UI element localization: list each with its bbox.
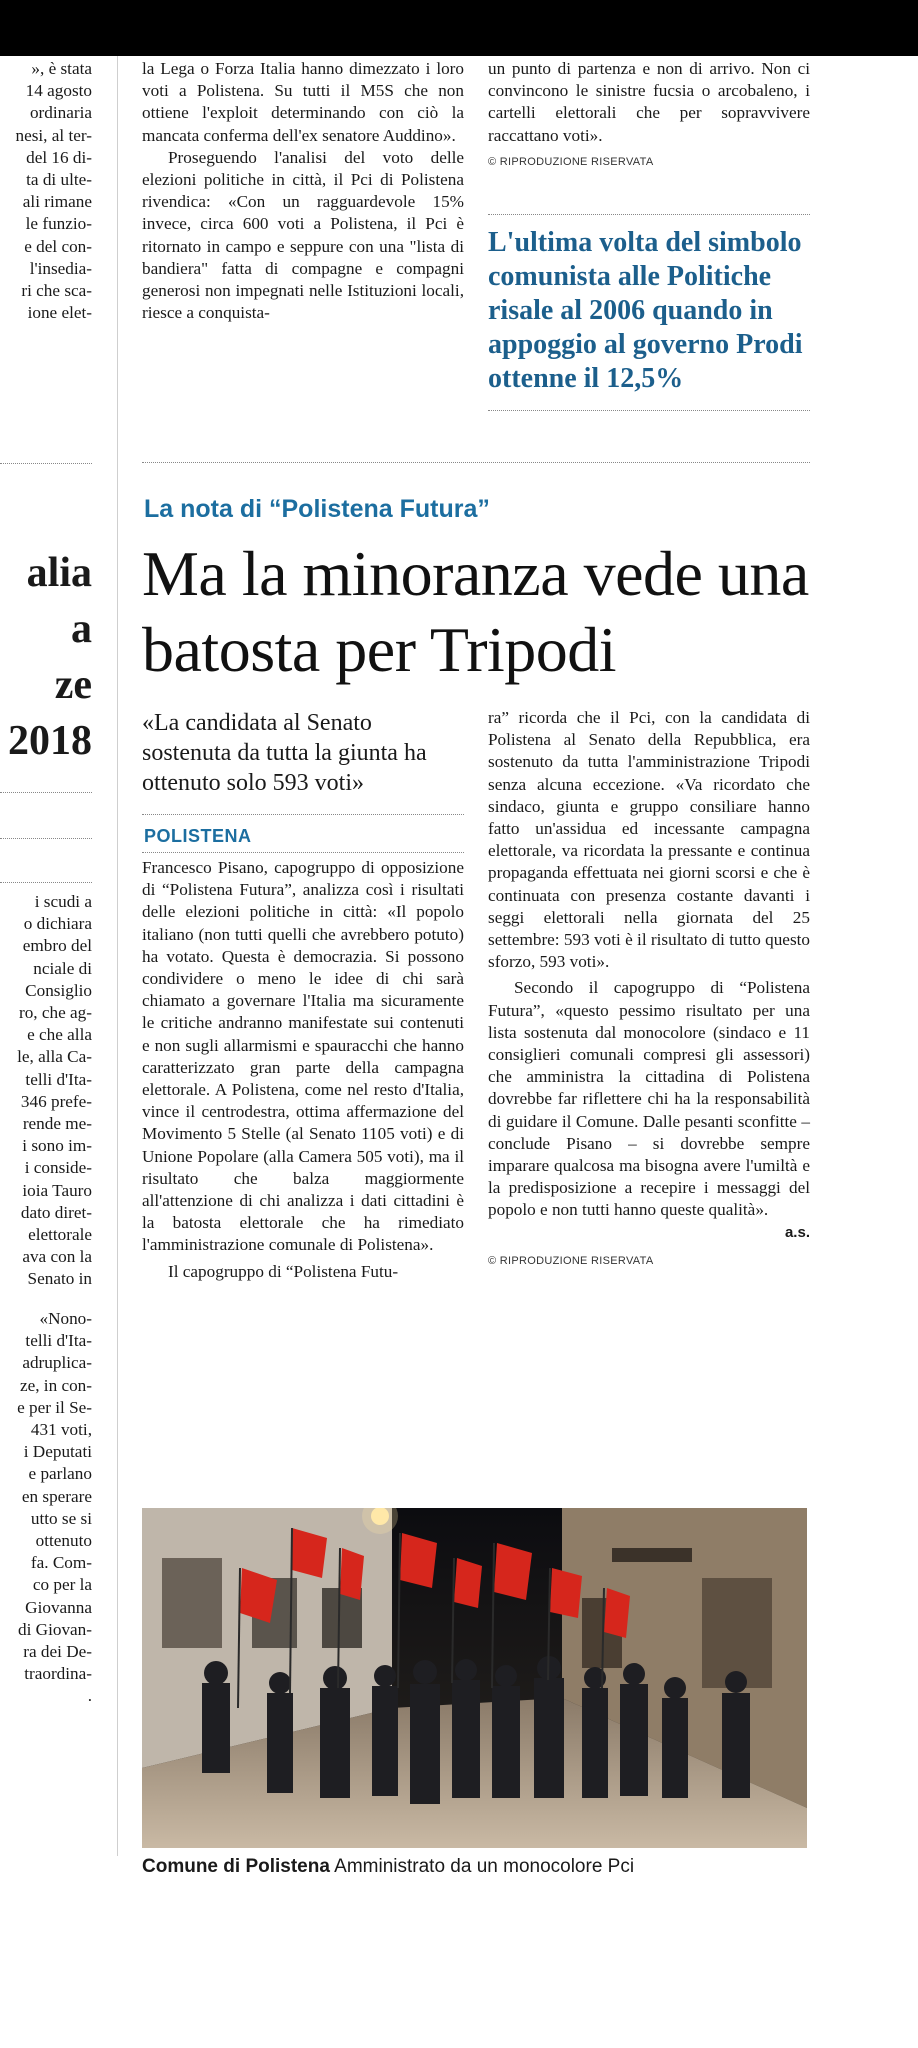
fragment-line: i sono im- bbox=[22, 1136, 92, 1156]
fragment-line: ali rimane bbox=[22, 192, 92, 212]
fragment-line: a bbox=[71, 606, 92, 652]
fragment-line: 346 prefe- bbox=[20, 1091, 92, 1111]
fragment-line: o dichiara bbox=[23, 914, 92, 934]
left-column-body-2 bbox=[0, 1308, 92, 1708]
divider bbox=[0, 838, 92, 839]
paragraph: ra” ricorda che il Pci, con la candidata di Polistena al Senato della Repubblica, era sostenuto da tutta l'amministrazione Tripodi senza alcuna eccezione. «Va ricordato che sindaco, giunta e gruppo consiliare hanno fatto un'assidua ed incessante campagna elettorale, va ricordata la pressante e continua propaganda effettuata nei giorni scorsi e che è continuata con presenza costante davanti i seggi elettorali nella giornata del 25 settembre: 593 voti è il risultato di tutto questo sforzo, 593 voti». bbox=[488, 708, 810, 972]
fragment-line: telli d'Ita- bbox=[25, 1069, 92, 1089]
prev-article-col2 bbox=[488, 58, 810, 173]
fragment-line: del 16 di- bbox=[26, 147, 92, 167]
fragment-line: », è stata bbox=[31, 59, 92, 78]
fragment-line: l'insedia- bbox=[29, 258, 92, 278]
fragment-line: 431 voti, bbox=[30, 1420, 92, 1440]
left-column-top bbox=[0, 58, 92, 324]
fragment-line: i conside- bbox=[24, 1158, 92, 1178]
left-column-body-1 bbox=[0, 891, 92, 1291]
fragment-line: «Nono- bbox=[39, 1309, 92, 1328]
article-col1 bbox=[142, 857, 464, 1283]
section-label: POLISTENA bbox=[144, 826, 252, 846]
fragment-line: nesi, al ter- bbox=[15, 125, 92, 145]
fragment-line: ta di ulte- bbox=[26, 170, 92, 190]
fragment-line: ottenuto bbox=[35, 1531, 92, 1551]
divider bbox=[0, 882, 92, 883]
fragment-line: ra dei De- bbox=[23, 1642, 92, 1662]
paragraph: Il capogruppo di “Polistena Futu- bbox=[168, 1261, 399, 1281]
fragment-line: 2018 bbox=[8, 718, 92, 764]
fragment-line: i scudi a bbox=[34, 892, 92, 911]
fragment-line: di Giovan- bbox=[18, 1619, 92, 1639]
fragment-line: telli d'Ita- bbox=[25, 1331, 92, 1351]
fragment-line: 14 agosto bbox=[25, 81, 92, 101]
fragment-line: i Deputati bbox=[23, 1442, 92, 1462]
fragment-line: dato diret- bbox=[20, 1202, 92, 1222]
fragment-line: ro, che ag- bbox=[18, 1003, 92, 1023]
fragment-line: e che alla bbox=[27, 1025, 92, 1045]
fragment-line: en sperare bbox=[21, 1486, 92, 1506]
paragraph: Francesco Pisano, capogruppo di opposizione di “Polistena Futura”, analizza così i risultati delle elezioni politiche in città: «Il popolo italiano (non tutti quelli che avrebbero potuto) ha votato. Questa è democrazia. Si possono condividere o meno le idee di chi sarà chiamato a governare l'Italia ma sicuramente le critiche andranno manifestate sui contenuti e non sugli allarmismi e spauracchi che hanno caratterizzato gran parte della campagna elettorale. A Polistena, come nel resto d'Italia, vince il centrodestra, ottima affermazione del Movimento 5 Stelle (al Senato 1105 voti) e di Unione Popolare (alla Camera 505 voti), ma il risultato che balza maggiormente all'attenzione di chi analizza i dati cittadini è la batosta elettorale che ha rimediato l'amministrazione comunale di Polistena». bbox=[142, 858, 464, 1255]
divider bbox=[142, 852, 464, 853]
headline: Ma la minoranza vede una batosta per Tripodi bbox=[142, 538, 809, 685]
divider bbox=[0, 792, 92, 793]
divider bbox=[488, 410, 810, 411]
paragraph: un punto di partenza e non di arrivo. Non ci convincono le sinistre fucsia o arcobaleno, i cartelli elettorali che per sopravvivere raccattano voti». bbox=[488, 59, 810, 145]
caption-text: Amministrato da un monocolore Pci bbox=[329, 1856, 635, 1877]
fragment-line: co per la bbox=[32, 1575, 92, 1595]
caption-bold: Comune di Polistena bbox=[142, 1856, 330, 1877]
fragment-line: le funzio- bbox=[25, 214, 92, 234]
fragment-line: fa. Com- bbox=[30, 1553, 92, 1573]
photo-procession bbox=[142, 1508, 807, 1848]
article-divider bbox=[142, 462, 810, 463]
fragment-line: . bbox=[87, 1686, 92, 1706]
fragment-line: ze bbox=[54, 662, 92, 708]
fragment-line: Consiglio bbox=[25, 980, 92, 1000]
divider bbox=[488, 214, 810, 215]
paragraph: Secondo il capogruppo di “Polistena Futura”, «questo pessimo risultato per una lista sostenuta dal monocolore (sindaco e 11 consiglieri comunali compresi gli assessori) che amministra la cittadina di Polistena dovrebbe far riflettere chi ha la responsabilità di guidare il Comune. Dalle pesanti sconfitte – conclude Pisano – si dovrebbe sempre imparare qualcosa ma bisogna avere l'umiltà e la predisposizione a recepire i messaggi del popolo e non tutti hanno queste qualità». bbox=[488, 978, 810, 1220]
fragment-line: utto se si bbox=[30, 1508, 92, 1528]
copyright: © RIPRODUZIONE RISERVATA bbox=[488, 155, 654, 168]
signature: a.s. bbox=[784, 1223, 810, 1241]
fragment-line: ze, in con- bbox=[19, 1375, 92, 1395]
top-black-bar bbox=[0, 0, 918, 56]
fragment-line: le, alla Ca- bbox=[17, 1047, 92, 1067]
fragment-line: rende me- bbox=[22, 1114, 92, 1134]
fragment-line: ioia Tauro bbox=[22, 1180, 92, 1200]
fragment-line: ri che sca- bbox=[21, 281, 92, 301]
fragment-line: Giovanna bbox=[25, 1597, 92, 1617]
photo-caption bbox=[142, 1856, 634, 1878]
fragment-line: e parlano bbox=[28, 1464, 92, 1484]
paragraph: la Lega o Forza Italia hanno dimezzato i loro voti a Polistena. Su tutti il M5S che non ottiene l'exploit determinando con ciò la mancata conferma dell'ex senatore Auddino». bbox=[142, 59, 464, 145]
fragment-line: Senato in bbox=[27, 1269, 92, 1289]
fragment-line: elettorale bbox=[28, 1225, 92, 1245]
fragment-line: ordinaria bbox=[29, 103, 92, 123]
divider bbox=[142, 814, 464, 815]
summary: «La candidata al Senato sostenuta da tutta la giunta ha ottenuto solo 593 voti» bbox=[142, 710, 427, 796]
copyright: © RIPRODUZIONE RISERVATA bbox=[488, 1254, 654, 1267]
fragment-line: traordina- bbox=[24, 1664, 92, 1684]
fragment-line: ione elet- bbox=[27, 303, 92, 323]
fragment-line: e per il Se- bbox=[17, 1397, 92, 1417]
fragment-line: embro del bbox=[22, 936, 92, 956]
fragment-line: adruplica- bbox=[22, 1353, 92, 1373]
fragment-line: alia bbox=[26, 550, 92, 596]
prev-article-col1 bbox=[142, 58, 464, 324]
divider bbox=[0, 463, 92, 464]
fragment-line: e del con- bbox=[24, 236, 92, 256]
paragraph: Proseguendo l'analisi del voto delle elezioni politiche in città, il Pci di Polistena rivendica: «Con un ragguardevole 15% invece, circa 600 voti a Polistena, il Pci è ritornato in campo e seppure con una "lista di bandiera" fatta di compagne e compagni generosi non impegnati nelle Istituzioni locali, riesce a conquista- bbox=[142, 147, 464, 323]
pull-quote: L'ultima volta del simbolo comunista alle Politiche risale al 2006 quando in appoggio al governo Prodi ottenne il 12,5% bbox=[488, 227, 803, 394]
left-headline bbox=[0, 545, 92, 769]
column-separator bbox=[117, 56, 118, 1856]
fragment-line: ava con la bbox=[22, 1247, 92, 1267]
fragment-line: nciale di bbox=[33, 958, 92, 978]
article-col2 bbox=[488, 707, 810, 1272]
kicker: La nota di “Polistena Futura” bbox=[144, 495, 490, 523]
